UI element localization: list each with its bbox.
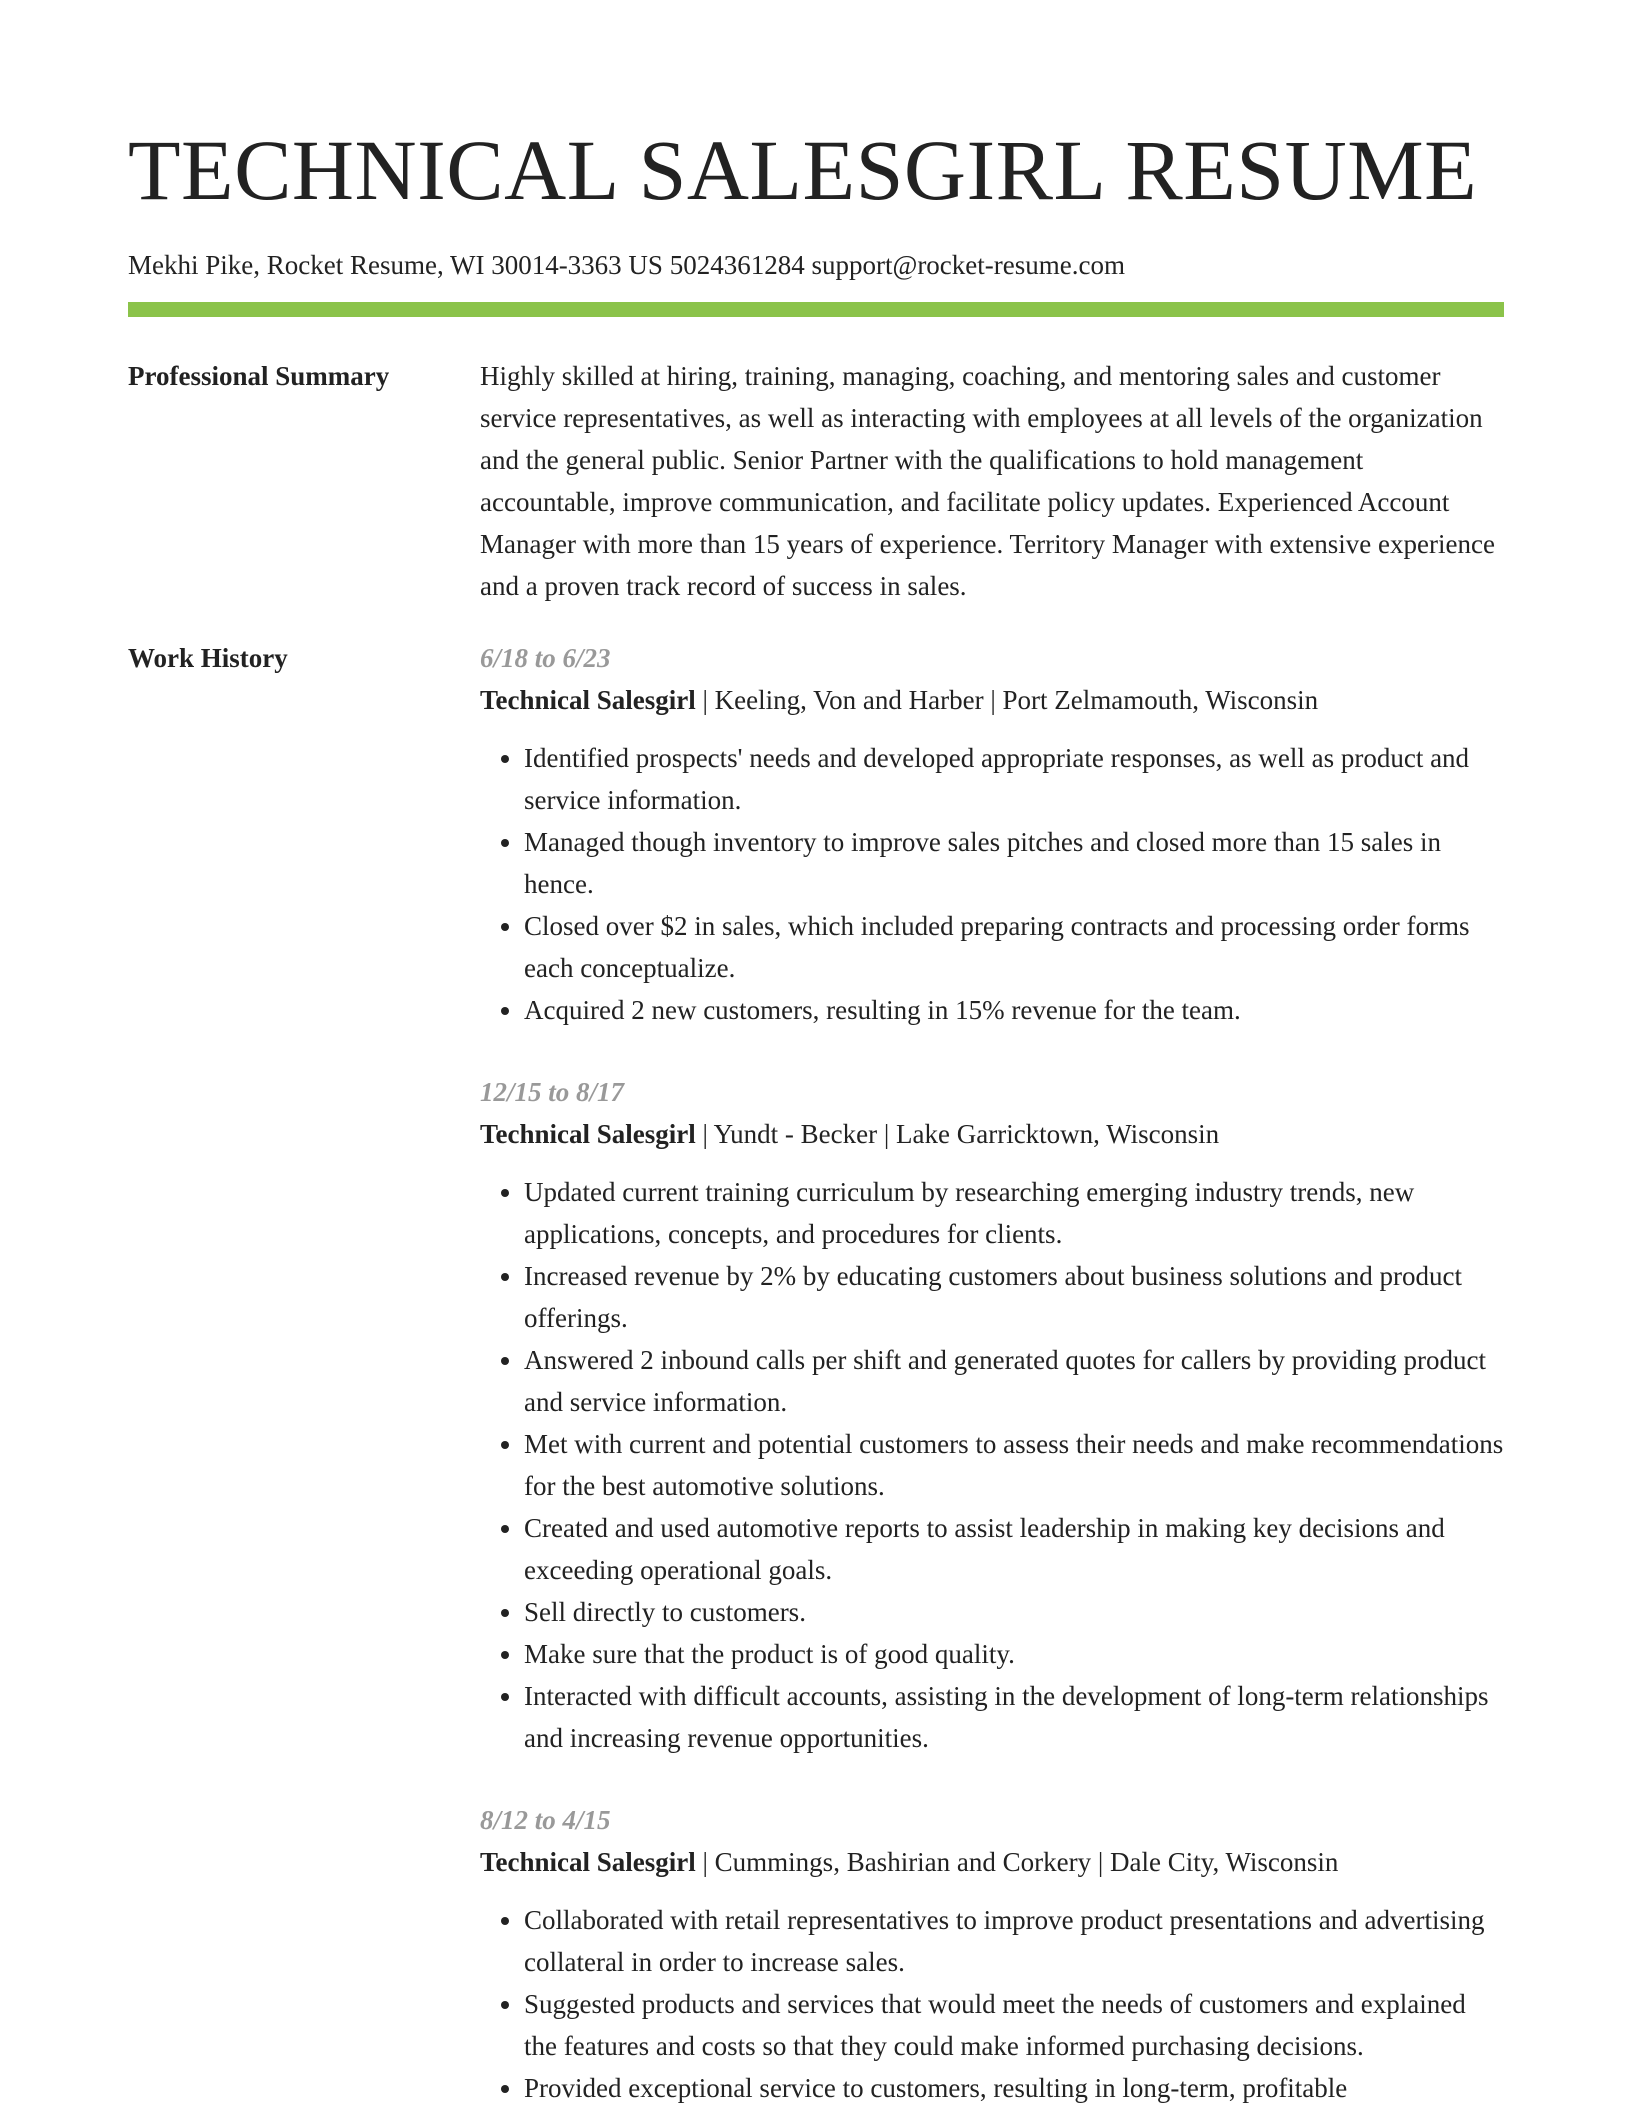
job-bullet: • Met with current and potential customers to assess their needs and make recommendations for the best automotive solutions.	[524, 1423, 1504, 1507]
job-bullet: • Suggested products and services that would meet the needs of customers and explained the features and costs so that they could make informed purchasing decisions.	[524, 1983, 1504, 2067]
job-employer-location: | Keeling, Von and Harber | Port Zelmamouth, Wisconsin	[695, 685, 1319, 715]
job-bullet: • Closed over $2 in sales, which included preparing contracts and processing order forms each conceptualize.	[524, 905, 1504, 989]
job-bullet: • Make sure that the product is of good quality.	[524, 1633, 1504, 1675]
job-dates: 8/12 to 4/15	[480, 1805, 611, 1835]
job-bullet: • Identified prospects' needs and developed appropriate responses, as well as product and service information.	[524, 737, 1504, 821]
job-heading	[480, 679, 1504, 721]
contact-line: Mekhi Pike, Rocket Resume, WI 30014-3363 US 5024361284 support@rocket-resume.com	[128, 250, 1125, 280]
work-history-list	[480, 637, 1504, 2109]
section-heading-summary: Professional Summary	[128, 361, 390, 391]
job-bullet: • Collaborated with retail representatives to improve product presentations and advertising collateral in order to increase sales.	[524, 1899, 1504, 1983]
job-bullet: • Increased revenue by 2% by educating customers about business solutions and product offerings.	[524, 1255, 1504, 1339]
job-entry	[480, 1799, 1504, 2109]
summary-text: Highly skilled at hiring, training, managing, coaching, and mentoring sales and customer service representatives, as well as interacting with employees at all levels of the organization and the general public. Senior Partner with the qualifications to hold management accountable, improve communication, and facilitate policy updates. Experienced Account Manager with more than 15 years of experience. Territory Manager with extensive experience and a proven track record of success in sales.	[480, 361, 1495, 601]
job-bullet: • Sell directly to customers.	[524, 1591, 1504, 1633]
job-entry	[480, 1071, 1504, 1759]
job-bullets	[480, 1171, 1504, 1759]
job-bullet: • Interacted with difficult accounts, assisting in the development of long-term relationships and increasing revenue opportunities.	[524, 1675, 1504, 1759]
job-bullet: • Updated current training curriculum by researching emerging industry trends, new applications, concepts, and procedures for clients.	[524, 1171, 1504, 1255]
job-dates: 12/15 to 8/17	[480, 1077, 625, 1107]
job-employer-location: | Yundt - Becker | Lake Garricktown, Wisconsin	[695, 1119, 1220, 1149]
professional-summary-section	[128, 355, 1504, 607]
job-bullet: • Created and used automotive reports to assist leadership in making key decisions and exceeding operational goals.	[524, 1507, 1504, 1591]
job-title: Technical Salesgirl	[480, 1119, 696, 1149]
accent-divider	[128, 302, 1504, 317]
resume-title: TECHNICAL SALESGIRL RESUME	[128, 122, 1478, 218]
job-bullets	[480, 1899, 1504, 2109]
job-dates: 6/18 to 6/23	[480, 643, 611, 673]
job-heading	[480, 1113, 1504, 1155]
job-bullet: • Managed though inventory to improve sales pitches and closed more than 15 sales in hence.	[524, 821, 1504, 905]
job-title: Technical Salesgirl	[480, 1847, 696, 1877]
job-title: Technical Salesgirl	[480, 685, 696, 715]
job-entry	[480, 637, 1504, 1031]
section-heading-work-history: Work History	[128, 643, 288, 673]
job-heading	[480, 1841, 1504, 1883]
job-bullet: • Provided exceptional service to customers, resulting in long-term, profitable	[524, 2067, 1504, 2109]
work-history-section	[128, 637, 1504, 2109]
job-employer-location: | Cummings, Bashirian and Corkery | Dale City, Wisconsin	[695, 1847, 1339, 1877]
resume-page	[128, 0, 1504, 2109]
job-bullets	[480, 737, 1504, 1031]
job-bullet: • Acquired 2 new customers, resulting in 15% revenue for the team.	[524, 989, 1504, 1031]
job-bullet: • Answered 2 inbound calls per shift and generated quotes for callers by providing product and service information.	[524, 1339, 1504, 1423]
